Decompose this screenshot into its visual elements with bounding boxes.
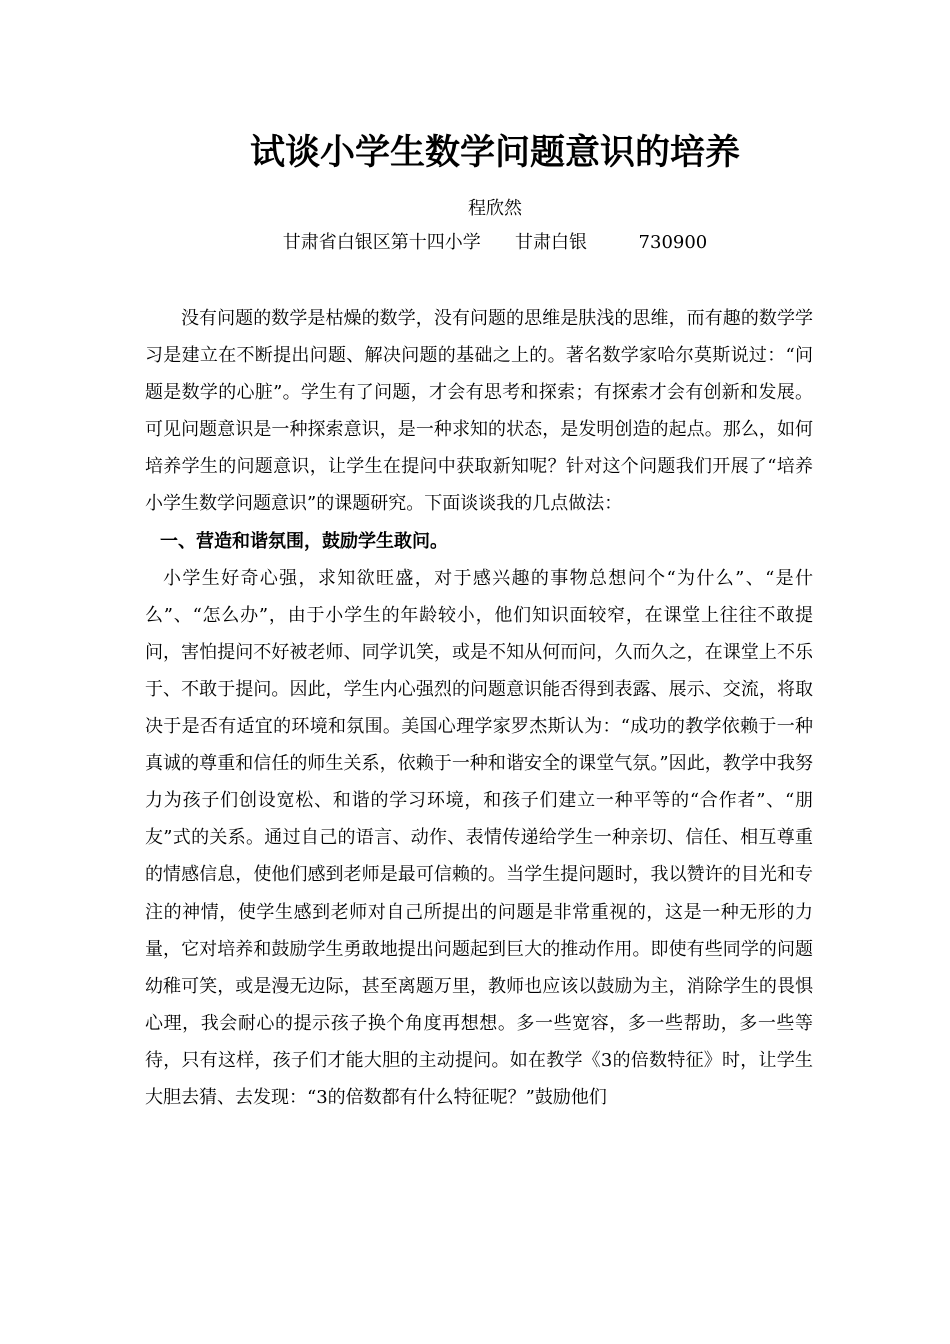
document-title: 试谈小学生数学问题意识的培养 xyxy=(249,132,740,173)
document-body xyxy=(145,300,813,1116)
section-heading: 一、营造和谐氛围，鼓励学生敢问。 xyxy=(160,530,448,552)
section-paragraph: 小学生好奇心强，求知欲旺盛，对于感兴趣的事物总想问个“为什么”、“是什么”、“怎么办”，由于小学生的年龄较小，他们知识面较窄，在课堂上往往不敢提问，害怕提问不好被老师、同学讥笑，或是不知从何而问，久而久之，在课堂上不乐于、不敢于提问。因此，学生内心强烈的问题意识能否得到表露、展示、交流，将取决于是否有适宜的环境和氛围。美国心理学家罗杰斯认为：“成功的教学依赖于一种真诚的尊重和信任的师生关系，依赖于一种和谐安全的课堂气氛。”因此，教学中我努力为孩子们创设宽松、和谐的学习环境，和孩子们建立一种平等的“合作者”、“朋友”式的关系。通过自己的语言、动作、表情传递给学生一种亲切、信任、相互尊重的情感信息，使他们感到老师是最可信赖的。当学生提问题时，我以赞许的目光和专注的神情，使学生感到老师对自己所提出的问题是非常重视的，这是一种无形的力量，它对培养和鼓励学生勇敢地提出问题起到巨大的推动作用。即使有些同学的问题幼稚可笑，或是漫无边际，甚至离题万里，教师也应该以鼓励为主，消除学生的畏惧心理，我会耐心的提示孩子换个角度再想想。多一些宽容，多一些帮助，多一些等待，只有这样，孩子们才能大胆的主动提问。如在教学《3的倍数特征》时，让学生大胆去猜、去发现：“3的倍数都有什么特征呢？”鼓励他们 xyxy=(145,567,813,1108)
author-name: 程欣然 xyxy=(468,198,522,219)
author-affiliation: 甘肃省白银区第十四小学 甘肃白银 730900 xyxy=(282,232,708,253)
intro-paragraph: 没有问题的数学是枯燥的数学，没有问题的思维是肤浅的思维，而有趣的数学学习是建立在不断提出问题、解决问题的基础之上的。著名数学家哈尔莫斯说过：“问题是数学的心脏”。学生有了问题，才会有思考和探索；有探索才会有创新和发展。可见问题意识是一种探索意识，是一种求知的状态，是发明创造的起点。那么，如何培养学生的问题意识，让学生在提问中获取新知呢？针对这个问题我们开展了“培养小学生数学问题意识”的课题研究。下面谈谈我的几点做法： xyxy=(145,308,813,515)
